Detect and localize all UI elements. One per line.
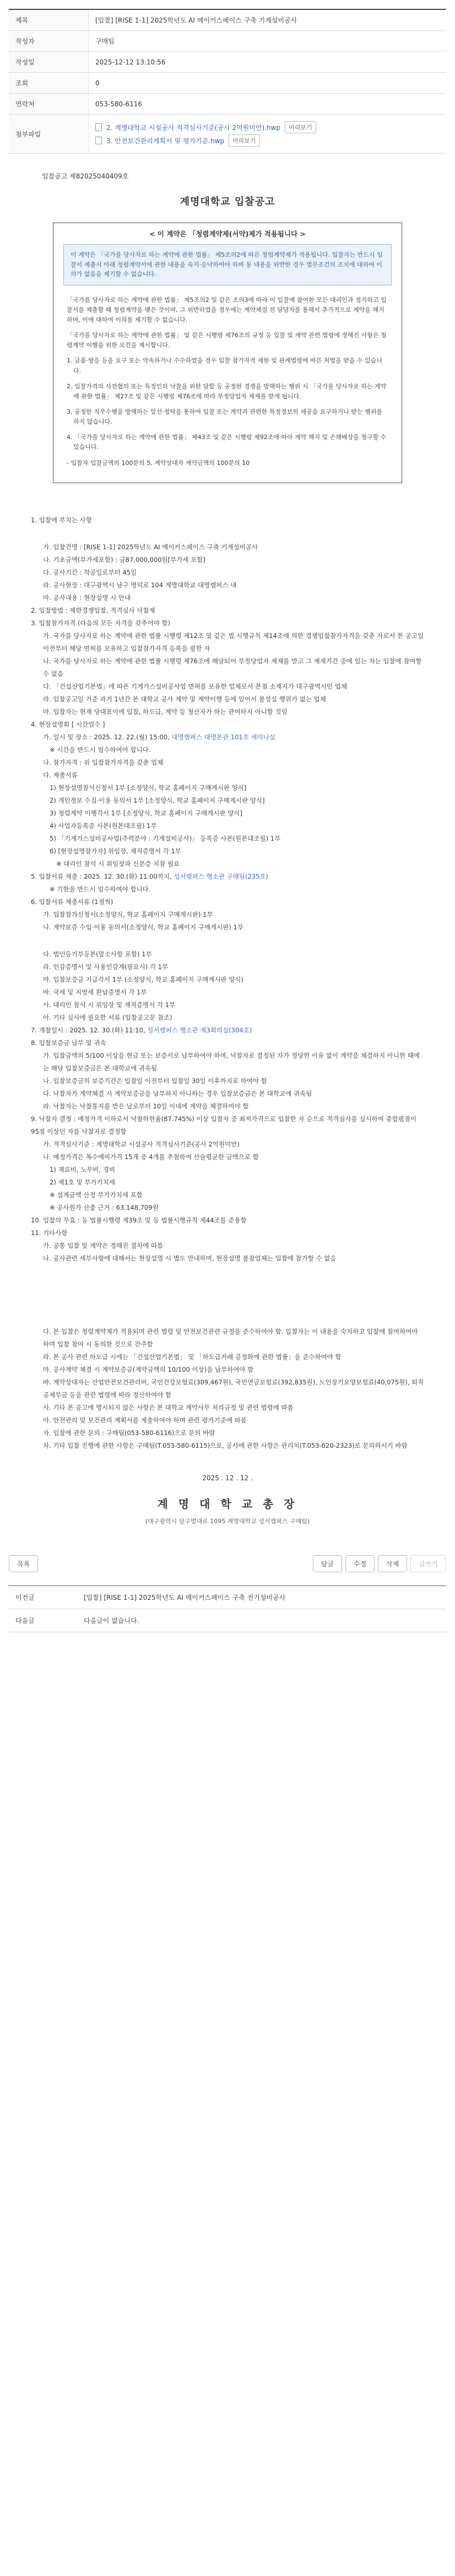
section-line: 6) [현장설명참가자] 위임장, 재직증명서 각 1부 [50,847,181,855]
section-line: 다. 본 입찰은 청렴계약제가 적용되며 관련 법령 및 안전보건관련 규정을 준수하여야 함. 입찰자는 이 내용을 숙지하고 입찰에 참여하여야 하며 입찰 참여 시 동의한 것으로 간주함 [43,1327,418,1348]
notice-number: 입찰공고 제82025040409호 [42,172,129,180]
contact-label: 연락처 [9,94,89,115]
section-line: 마. 입찰보증금 지급각서 1부 (소정양식, 학교 홈페이지 구매게시판 양식) [43,975,243,983]
section-line: 가. 적격심사기준 : 계명대학교 시설공사 적격심사기준(공사 2억원미만) [43,1140,240,1148]
section-note: ※ 기한을 반드시 엄수하여야 합니다. [50,885,151,893]
section-line: 다. 법인등기부등본(말소사항 포함) 1부 [43,950,152,958]
prev-label: 이전글 [9,1585,77,1609]
notice-document [9,154,446,1525]
section-line: 나. 공사관련 세부사항에 대해서는 현장설명 시 별도 안내하며, 현장설명 불참업체는 입찰에 참가할 수 없음 [43,1254,337,1262]
section-note: ※ 대리인 참석 시 위임장과 신분증 지참 필요 [56,859,180,868]
section-line: 라. 낙찰자는 낙찰통지를 받은 날로부터 10일 이내에 계약을 체결하여야 함 [43,1102,249,1110]
contact-value: 053-580-6116 [89,94,447,115]
section-line: 다. 제출서류 [43,771,78,779]
section-heading: 2. 입찰방법 : 제한경쟁입찰, 적격심사 낙찰제 [31,606,155,614]
section-heading: 10. 입찰의 무효 : 등 법률시행령 제39조 및 등 법률시행규칙 제44조를 준용함 [31,1216,247,1224]
box-paragraph: 「국가를 당사자로 하는 계약에 관한 법률」 제5조의2 및 같은 조의3에 따라 이 입찰에 참여한 모든 대리인과 정직하고 입찰서를 제출할 때 청렴계약을 맺은 것이며, 그 위반하였을 경우에는 계약체결 전 담당자를 통해서 추가적으로 계약을 해지하며, 이에 대하여 이의를 제기할 수 없습니다. [67,296,387,324]
section-line: 아. 기타 심사에 필요한 서류 (입찰공고문 참조) [43,1013,172,1021]
section-line: 바. 계약상대자는 산업안전보건관리비, 국민건강보험료(309,467원), 국민연금보험료(392,835원), 노인장기요양보험료(40,075원), 퇴직공제부금 등을 관련 법령에 따라 정산하여야 함 [43,1378,424,1399]
attachment-link[interactable]: 3. 안전보건관리계획서 및 평가기준.hwp [106,137,225,145]
section-line: 나. 계약보증 수입·이용 동의서(소정양식, 학교 홈페이지 구매게시판) 1부 [43,923,243,931]
section-line: 가. 입찰건명 : [RISE 1-1] 2025학년도 AI 메이커스페이스 구축 기계설비공사 [43,543,258,551]
views-value: 0 [89,73,447,94]
notice-sections [31,514,424,1452]
notice-signer: 계 명 대 학 교 총 장 [157,1497,298,1511]
section-line: 차. 기타 입찰 진행에 관한 사항은 구매팀(T.053-580-6115)으로, 공사에 관한 사항은 관리처(T.053-620-2323)로 문의하시기 바람 [43,1441,408,1449]
post-toolbar [9,1555,446,1578]
submission-place: 성서캠퍼스 행소관 구매팀(235호) [174,872,268,880]
notice-title: 계명대학교 입찰공고 [180,196,275,208]
section-line: 가. 국가를 당사자로 하는 계약에 관한 법률 시행령 제12조 및 같은 법 시행규칙 제14조에 의한 경쟁입찰참가자격을 갖춘 자로서 본 공고일 이전부터 해당 면허를 보유하고 입찰참가자격 등록을 필한 자 [43,631,424,652]
delete-button[interactable]: 삭제 [378,1555,407,1572]
section-line: 2) 제1호 및 부가가치세 [50,1178,115,1186]
section-line: 2) 개인정보 수집·이용 동의서 1부 [소정양식, 학교 홈페이지 구매게시판 양식] [50,796,265,804]
section-heading: 6. 입찰서류 제출서류 (1점씩) [31,897,113,906]
post-title: [입찰] [RISE 1-1] 2025학년도 AI 메이커스페이스 구축 기계설비공사 [89,9,447,31]
submission-deadline: 5. 입찰서류 제출 : 2025. 12. 30.(화) 11:00까지, [31,872,174,880]
post-navigation [9,1585,446,1632]
box-item: 2. 입찰가격의 사전협의 또는 특정인의 낙찰을 위한 담합 등 공정한 경쟁을 방해하는 행위 시 「국가를 당사자로 하는 계약에 관한 법률」 제27조 및 같은 시행령 제76조에 따라 부정당업자 제재를 받게 됩니다. [67,382,387,400]
signer-address: (대구광역시 달구벌대로 1095 계명대학교 성서캠퍼스 구매팀) [145,1517,310,1525]
section-line: 가. 입찰참가신청서(소정양식, 학교 홈페이지 구매게시판) 1부 [43,910,213,918]
section-line: 다. 낙찰자가 계약체결 시 계약보증금을 납부하지 아니하는 경우 입찰보증금은 본 대학교에 귀속됨 [43,1089,312,1097]
opening-place: 성서캠퍼스 행소관 제3회의실(304호) [147,1026,252,1034]
section-line: 나. 예정가격은 복수예비가격 15개 중 4개를 추첨하여 산술평균한 금액으로 함 [43,1152,259,1161]
box-paragraph: 「국가를 당사자로 하는 계약에 관한 법률」 및 같은 시행령 제76조의 규정 등 입찰 및 계약 관련 법령에 정해진 사항은 청렴계약 이행을 위한 요건을 제시합니다. [67,332,387,349]
section-line: 자. 입찰에 관한 문의 : 구매팀(053-580-6116)으로 문의 바람 [43,1428,215,1437]
reply-button[interactable]: 답글 [313,1555,342,1572]
file-icon [95,137,102,144]
section-line: 사. 기타 본 공고에 명시되지 않은 사항은 본 대학교 계약사무 처리규정 및 관련 법령에 따름 [43,1403,294,1411]
section-line: 5) 「기계가스설비공사업(주력분야 : 기계설비공사)」 등록증 사본(원본대조필) 1부 [50,834,281,842]
box-intro: 이 계약은 「국가를 당사자로 하는 계약에 관한 법률」 제5조의2에 따른 청렴계약제가 적용됩니다. 입찰자는 반드시 입찰서 제출시 아래 청렴계약서에 관한 내용을 숙지·승낙하여야 하며 동 내용을 위반한 경우 법무조건의 조치에 대하여 이의가 없음을 제기할 수 없습니다. [63,244,392,285]
title-label: 제목 [9,9,89,31]
section-heading: 1. 입찰에 부치는 사항 [31,516,92,524]
section-note: ※ 설계금액 산정 부가가치세 포함 [50,1190,143,1199]
views-label: 조회 [9,73,89,94]
section-heading: 9. 낙찰자 결정 : 예정가격 이하로서 낙찰하한율(87.745%) 이상 입찰자 중 최저가격으로 입찰한 자 순으로 적격심사를 실시하여 종합평점이 95점 이상인 자를 낙찰자로 결정함 [31,1114,417,1135]
section-note: ※ 공사원가 산출 근거 : 63,148,709원 [50,1203,159,1211]
section-line: 1) 재료비, 노무비, 경비 [50,1165,115,1173]
attachment-link[interactable]: 2. 계명대학교 시설공사 적격심사기준(공사 2억원미만).hwp [106,123,280,132]
section-line: 사. 대리인 참석 시 위임장 및 재직증명서 각 1부 [43,1000,176,1009]
integrity-contract-box [53,223,402,483]
section-heading: 4. 현장설명회 [ 시간엄수 ] [31,720,105,728]
section-line: 다. 「건설산업기본법」에 따른 기계가스설비공사업 면허를 보유한 업체로서 본점 소재지가 대구광역시인 업체 [43,682,348,690]
briefing-time: 가. 일시 및 장소 : 2025. 12. 22.(월) 15:00, [43,733,172,741]
edit-button[interactable]: 수정 [345,1555,375,1572]
author-label: 작성자 [9,31,89,52]
section-line: 바. 국세 및 지방세 완납증명서 각 1부 [43,988,147,996]
post-meta-table [9,9,446,154]
section-note: ※ 시간을 반드시 엄수하여야 합니다. [50,745,151,754]
section-line: 4) 사업자등록증 사본(원본대조필) 1부 [50,821,157,830]
section-line: 3) 청렴계약 이행각서 1부 [소정양식, 학교 홈페이지 구매게시판 양식] [50,809,242,817]
section-line: 나. 기초금액(부가세포함) : 금87,000,000원[부가세 포함] [43,555,205,564]
list-button[interactable]: 목록 [9,1555,38,1572]
write-button[interactable]: 글쓰기 [410,1555,446,1572]
section-line: 라. 본 공사 관련 하도급 시에는 「건설산업기본법」 및 「하도급거래 공정화에 관한 법률」을 준수하여야 함 [43,1352,342,1361]
author-value: 구매팀 [89,31,447,52]
section-line: 나. 참가자격 : 위 입찰참가자격을 갖춘 업체 [43,758,164,766]
section-line: 마. 입찰자는 현재 당대표이에 입찰, 하도급, 계약 등 청산자가 하는 관여하지 아니할 것임 [43,707,288,716]
box-item: 1. 금품·향응 등을 요구 또는 약속하거나 수수하였을 경우 입찰 참가자격 제한 및 관계법령에 따른 처벌을 받을 수 있습니다. [67,357,382,375]
attachments-label: 첨부파일 [9,115,89,154]
section-line: 아. 안전관리 및 보건관리 계획서를 제출하여야 하며 관련 평가기준에 따름 [43,1416,247,1424]
section-line: 1) 현장설명참석신청서 1부 [소정양식, 학교 홈페이지 구매게시판 양식] [50,783,247,792]
next-label: 다음글 [9,1609,77,1632]
section-line: 다. 공사기간 : 착공일로부터 45일 [43,568,137,576]
file-icon [95,123,102,131]
section-line: 라. 인감증명서 및 사용인감계(필요시) 각 1부 [43,962,169,971]
section-line: 마. 공사계약 체결 시 계약보증금(계약금액의 10/100 이상)을 납부하여야 함 [43,1365,254,1373]
section-heading [31,870,424,883]
section-heading: 3. 입찰참가자격 (다음의 모든 자격을 갖추어야 함) [31,619,170,627]
section-line: 라. 공사현장 : 대구광역시 남구 명덕로 104 계명대학교 대명캠퍼스 내 [43,581,237,589]
date-value: 2025-12-12 13:10:56 [89,52,447,73]
box-item: 3. 공정한 직무수행을 방해하는 알선·청탁을 통하여 입찰 또는 계약과 관련한 특정정보의 제공을 요구하거나 받는 행위를 하지 않습니다. [67,408,382,426]
prev-post-link[interactable]: [입찰] [RISE 1-1] 2025학년도 AI 메이커스페이스 구축 전기설비공사 [77,1585,446,1609]
box-title: < 이 계약은 「청렴계약제(서약)제가 적용됩니다 > [149,230,306,238]
section-line: 가. 입찰금액의 5/100 이상을 현금 또는 보증서로 납부하여야 하며, 낙찰자로 결정된 자가 정당한 이유 없이 계약을 체결하지 아니한 때에는 해당 입찰보증금은 본 대학교에 귀속됨 [43,1051,420,1072]
box-item: 4. 「국가를 당사자로 하는 계약에 관한 법률」 제43조 및 같은 시행령 제92조에 따라 계약 해지 및 손해배상을 청구할 수 있습니다. [67,434,387,451]
section-line [31,731,424,744]
section-line: 나. 입찰보증금의 보증기간은 입찰일 이전부터 입찰일 30일 이후까지로 하여야 함 [43,1076,267,1085]
notice-date: 2025 . 12 . 12 . [202,1474,253,1482]
section-heading: 11. 기타사항 [31,1229,68,1237]
preview-button[interactable]: 미리보기 [285,121,316,133]
section-line: 마. 공사내용 : 현장설명 시 안내 [43,593,131,602]
date-label: 작성일 [9,52,89,73]
section-heading: 8. 입찰보증금 납부 및 귀속 [31,1038,106,1047]
action-buttons [313,1555,446,1572]
attachments-list [89,115,447,154]
section-line: 나. 국가를 당사자로 하는 계약에 관한 법률 시행령 제76조에 해당되어 부정당업자 제재를 받고 그 제재기간 중에 있는 자는 입찰에 참여할 수 없음 [43,657,422,678]
attachment-item [95,121,440,133]
opening-time: 7. 개찰일시 : 2025. 12. 30.(화) 11:10, [31,1026,148,1034]
next-post-text: 다음글이 없습니다. [77,1609,446,1632]
section-line: 가. 공통 입찰 및 계약은 정해진 절차에 따름 [43,1241,164,1249]
briefing-place: 대명캠퍼스 대명본관 101호 세미나실 [171,733,275,741]
attachment-item [95,134,440,147]
preview-button[interactable]: 미리보기 [229,134,260,147]
box-item: - 입찰자 입찰금액의 100분의 5, 계약상대자 계약금액의 100분의 10 [67,459,250,467]
section-heading [31,1024,424,1037]
box-body [53,293,402,483]
section-line: 라. 입찰공고일 기준 과거 1년간 본 대학교 공사 계약 및 계약이행 등에 있어서 불성실 행위가 없는 업체 [43,695,326,703]
